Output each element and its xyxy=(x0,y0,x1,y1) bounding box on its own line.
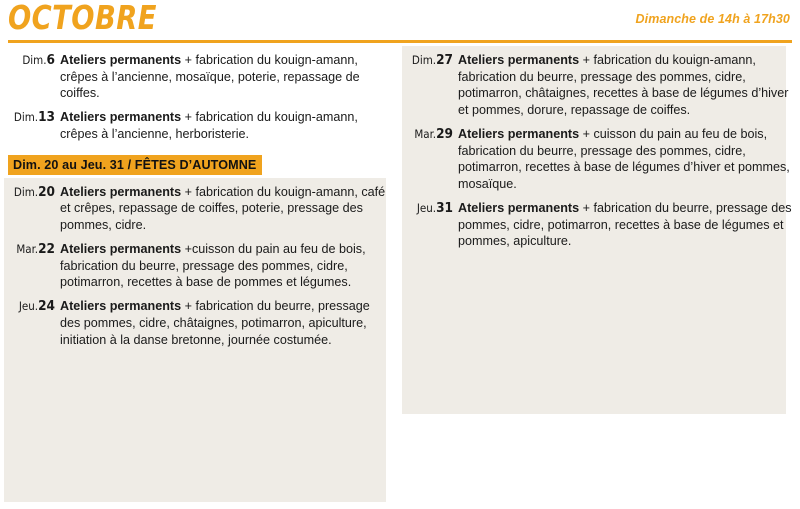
entry-text xyxy=(458,52,792,119)
entry-dayname: Dim. xyxy=(22,53,47,67)
festival-banner: Dim. 20 au Jeu. 31 / FÊTES D’AUTOMNE xyxy=(8,155,262,175)
entry-daynum: 27 xyxy=(436,52,453,68)
entry-lead: Ateliers permanents xyxy=(60,299,182,314)
entry-dayname: Dim. xyxy=(13,110,39,125)
page-header xyxy=(0,0,800,44)
entry-date xyxy=(8,184,60,202)
columns-container xyxy=(0,46,800,509)
entry-lead: Ateliers permanents xyxy=(458,126,580,141)
list-item xyxy=(8,184,390,234)
entry-date xyxy=(8,298,60,316)
entry-date xyxy=(8,109,60,127)
entry-body: + fabrication du beurre, pressage des pommes, cidre, potimarron, recettes à base de légumes et pommes, apiculture. xyxy=(458,200,792,249)
list-item xyxy=(8,52,390,102)
entry-daynum: 31 xyxy=(436,199,453,216)
entry-lead: Ateliers permanents xyxy=(60,110,182,125)
list-item xyxy=(406,200,792,250)
entry-lead: Ateliers permanents xyxy=(60,53,182,67)
left-column xyxy=(0,46,398,509)
entry-dayname: Jeu. xyxy=(416,200,437,215)
entry-dayname: Mar. xyxy=(414,126,437,141)
entry-daynum: 24 xyxy=(38,298,55,315)
entry-date xyxy=(8,52,60,70)
entry-body: + cuisson du pain au feu de bois, fabrication du beurre, pressage des pommes, cidre, potimarron, recettes à base de légumes d’hiver et pommes, mosaïque. xyxy=(458,126,790,192)
entry-text xyxy=(458,126,792,193)
entry-text xyxy=(60,52,390,102)
entry-date xyxy=(406,126,458,144)
entry-text xyxy=(60,109,390,142)
header-divider xyxy=(8,40,792,43)
entry-daynum: 6 xyxy=(46,52,55,68)
entry-text xyxy=(60,184,390,234)
list-item xyxy=(406,126,792,193)
entry-text xyxy=(60,241,390,291)
entry-daynum: 13 xyxy=(38,109,55,126)
entry-daynum: 22 xyxy=(38,240,55,257)
entry-dayname: Jeu. xyxy=(18,299,39,314)
entry-body: + fabrication du kouign-amann, crêpes à l’ancienne, herboristerie. xyxy=(60,110,358,141)
entry-date xyxy=(406,200,458,218)
list-item xyxy=(8,241,390,291)
entry-body: + fabrication du beurre, pressage des pommes, cidre, châtaignes, potimarron, apiculture, initiation à la danse bretonne, journée costumée. xyxy=(60,299,370,347)
entry-date xyxy=(406,52,458,70)
entry-body: +cuisson du pain au feu de bois, fabrication du beurre, pressage des pommes, cidre, potimarron, recettes à base de pommes et légumes. xyxy=(60,241,366,290)
entry-date xyxy=(8,241,60,259)
list-item xyxy=(406,52,792,119)
entry-dayname: Mar. xyxy=(16,241,39,256)
entry-body: + fabrication du kouign-amann, café et crêpes, repassage de coiffes, poterie, pressage des pommes, cidre. xyxy=(60,184,386,233)
entry-dayname: Dim. xyxy=(13,184,39,199)
entry-text xyxy=(458,200,792,250)
entry-lead: Ateliers permanents xyxy=(60,184,182,199)
page-title: OCTOBRE xyxy=(8,0,157,37)
list-item xyxy=(8,109,390,142)
entry-body: + fabrication du kouign-amann, fabrication du beurre, pressage des pommes, cidre, potimarron, châtaignes, recettes à base de légumes d’hiver et pommes, dorure, repassage de coiffes. xyxy=(458,53,789,118)
entry-text xyxy=(60,298,390,348)
entry-lead: Ateliers permanents xyxy=(458,53,580,67)
entry-daynum: 20 xyxy=(38,183,55,200)
list-item xyxy=(8,298,390,348)
opening-hours-note: Dimanche de 14h à 17h30 xyxy=(635,12,790,26)
entry-lead: Ateliers permanents xyxy=(60,241,182,256)
entry-dayname: Dim. xyxy=(411,53,437,67)
entry-body: + fabrication du kouign-amann, crêpes à l’ancienne, mosaïque, poterie, repassage de coiffes. xyxy=(60,53,360,101)
right-column xyxy=(398,46,800,509)
entry-lead: Ateliers permanents xyxy=(458,200,580,215)
entry-daynum: 29 xyxy=(436,125,453,142)
